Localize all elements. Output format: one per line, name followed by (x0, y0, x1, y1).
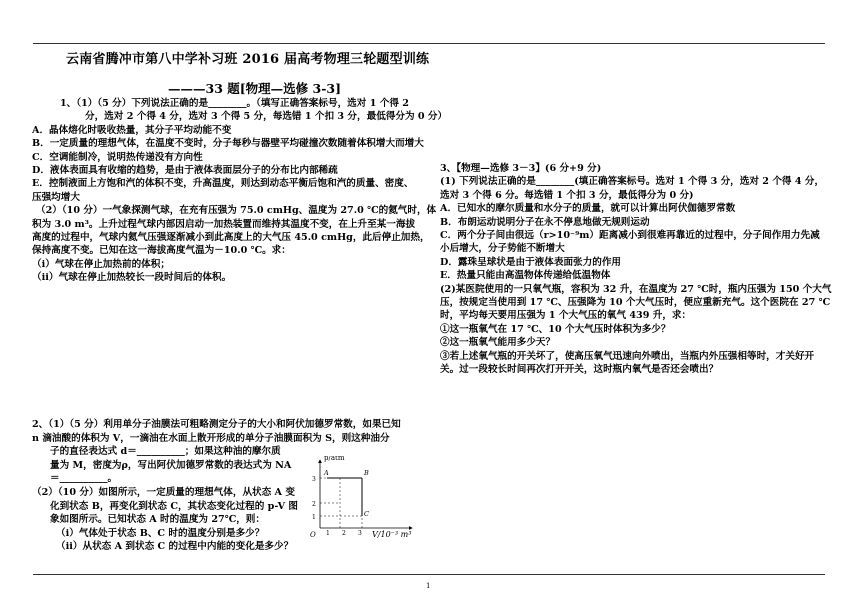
x-tick-label: 2 (342, 530, 346, 537)
q1-option-a: A．晶体熔化时吸收热量，其分子平均动能不变 (32, 124, 232, 136)
x-tick-label: 3 (358, 530, 362, 537)
document-title: 云南省腾冲市第八中学补习班 2016 届高考物理三轮题型训练 (66, 52, 430, 67)
q1-option-d: D．液体表面具有收缩的趋势，是由于液体表面层分子的分布比内部稀疏 (32, 165, 338, 177)
x-axis-label: V/10⁻³ m³ (372, 530, 412, 538)
q3-option-e: E．热量只能由高温物体传递给低温物体 (440, 270, 611, 282)
q3-line: (1) 下列说法正确的是________(填正确答案标号。选对 1 个得 3 分，选对 2 个得 4 分， (440, 176, 825, 188)
q3-part-2: (2)某医院使用的一只氧气瓶，容积为 32 升，在温度为 27 ℃时，瓶内压强为 150 个大气 (440, 283, 832, 295)
q3-sub-3: ③若上述氧气瓶的开关坏了，使高压氧气迅速向外喷出，当瓶内外压强相等时，才关好开 (440, 350, 815, 362)
page-number: 1 (426, 582, 431, 590)
q3-sub-2: ②这一瓶氧气能用多少天？ (440, 337, 556, 349)
q1-part-2: （2）（10 分）一气象探测气球，在充有压强为 75.0 cmHg、温度为 27.0 ℃的氦气时，体 (36, 205, 437, 217)
q2-line: ＝__________。 (50, 473, 118, 485)
q1-option-c: C．空调能制冷，说明热传递没有方向性 (32, 151, 203, 163)
y-tick-label: 2 (312, 501, 316, 508)
q3-line: 时，平均每天要用压强为 1 个大气压的氧气 439 升，求： (440, 310, 692, 322)
q1-line: 压强均增大 (32, 191, 80, 203)
q1-sub-i: （i）气球在停止加热前的体积； (32, 258, 170, 270)
question-1 (32, 97, 447, 285)
x-tick-label: 1 (326, 530, 330, 537)
q3-line: 小后增大，分子势能不断增大 (440, 243, 565, 255)
q2-part-2: （2）（10 分）如图所示，一定质量的理想气体，从状态 A 变 (32, 486, 295, 498)
point-a-label: A (324, 469, 329, 477)
q1-line: 积为 3.0 m³。上升过程气球内部因启动一加热装置而维持其温度不变，在上升至某一海拔 (32, 218, 416, 230)
q3-line: 压，按规定当使用到 17 ℃、压强降为 10 个大气压时，便应重新充气。这个医院在 27 ℃ (440, 297, 831, 309)
q2-line: 象如图所示。已知状态 A 时的温度为 27℃，则： (50, 514, 265, 526)
origin-label: O (310, 531, 316, 538)
document-subtitle: ———33 题[物理—选修 3-3] (168, 81, 342, 96)
q2-sub-i: （i）气体处于状态 B、C 时的温度分别是多少？ (56, 527, 265, 539)
y-axis-label: p/atm (324, 456, 345, 462)
q2-line: 子的直径表达式 d＝__________；如果这种油的摩尔质 (50, 446, 281, 458)
q2-line: 2、（1）（5 分）利用单分子油膜法可粗略测定分子的大小和阿伏加德罗常数，如果已知 (32, 419, 401, 430)
q1-sub-ii: （ii）气球在停止加热较长一段时间后的体积。 (32, 272, 232, 284)
q1-line: 分，选对 2 个得 4 分，选对 3 个得 5 分，每选错 1 个扣 3 分，最低得分为 0 分） (85, 111, 448, 123)
bottom-rule (33, 574, 825, 575)
q3-line: 选对 3 个得 6 分。每选错 1 个扣 3 分，最低得分为 0 分) (440, 189, 694, 201)
q2-line: 化到状态 B，再变化到状态 C，其状态变化过程的 p-V 图 (50, 500, 299, 512)
q1-line: 保持高度不变。已知在这一海拔高度气温为－10.0 ℃。求： (32, 245, 291, 257)
point-c-label: C (364, 510, 369, 518)
q1-line: 高度的过程中，气球内氦气压强逐渐减小到此高度上的大气压 45.0 cmHg，此后停止加热， (32, 232, 430, 244)
q2-line: n 滴油酸的体积为 V，一滴油在水面上散开形成的单分子油膜面积为 S，则这种油分 (32, 432, 390, 444)
q2-sub-ii: （ii）从状态 A 到状态 C 的过程中内能的变化是多少？ (56, 541, 294, 553)
question-3 (440, 162, 831, 377)
point-b-label: B (364, 469, 369, 477)
q3-heading: 3、【物理—选修 3－3】(6 分+9 分) (440, 163, 602, 174)
q3-option-a: A．已知水的摩尔质量和水分子的质量，就可以计算出阿伏伽德罗常数 (440, 203, 736, 215)
y-tick-label: 1 (312, 514, 316, 521)
q3-line: 关。过一段较长时间再次打开开关，这时瓶内氧气是否还会喷出？ (440, 364, 719, 376)
q1-line: 1、（1）（5 分）下列说法正确的是________。（填写正确答案标号，选对 1 个得 2 (60, 98, 409, 109)
q1-option-b: B．一定质量的理想气体，在温度不变时，分子每秒与器壁平均碰撞次数随着体积增大而增大 (32, 138, 424, 150)
q3-option-b: B．布朗运动说明分子在永不停息地做无规则运动 (440, 216, 650, 228)
top-rule (33, 43, 825, 44)
q3-sub-1: ①这一瓶氧气在 17 ℃、10 个大气压时体积为多少？ (440, 323, 671, 335)
q1-option-e: E．控制液面上方饱和汽的体积不变，升高温度，则达到动态平衡后饱和汽的质量、密度、 (32, 178, 414, 190)
q3-option-c: C．两个分子间由很远（r>10⁻⁹m）距离减小到很难再靠近的过程中，分子间作用力先减 (440, 230, 820, 242)
q3-option-d: D．露珠呈球状是由于液体表面张力的作用 (440, 256, 622, 268)
y-tick-label: 3 (312, 476, 316, 483)
pv-graph (302, 456, 428, 538)
q2-line: 量为 M，密度为ρ，写出阿伏加德罗常数的表达式为 NA (50, 459, 292, 471)
